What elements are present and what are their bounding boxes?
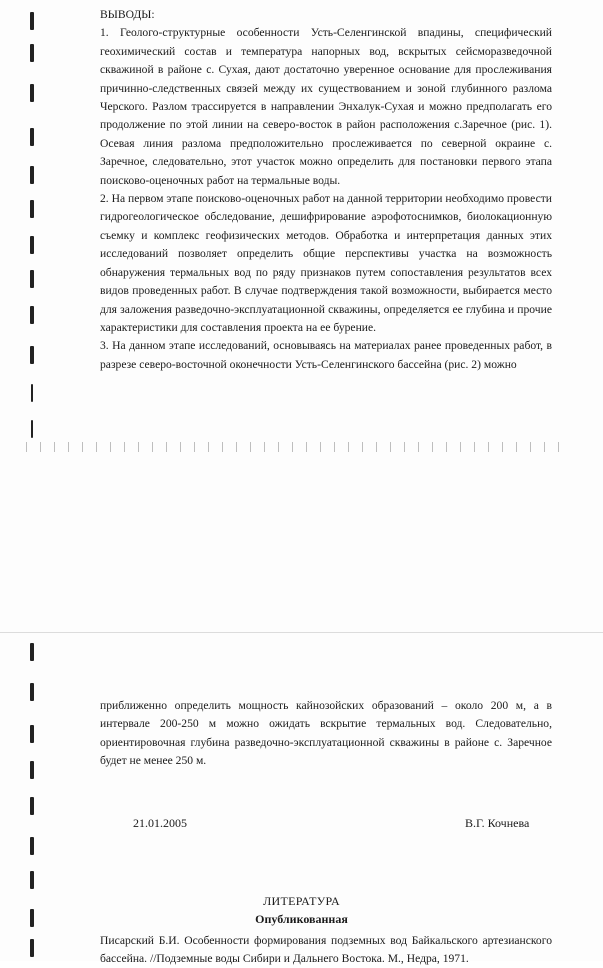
literature-title: ЛИТЕРАТУРА (263, 894, 340, 908)
binding-hole (30, 725, 34, 743)
binding-hole (30, 871, 34, 889)
binding-hole (30, 306, 34, 324)
literature-subtitle: Опубликованная (255, 912, 348, 926)
binding-hole (30, 643, 34, 661)
binding-holes (0, 0, 40, 632)
continuation-paragraph (100, 697, 552, 771)
document-author: В.Г. Кочнева (465, 816, 530, 830)
binding-hole (30, 128, 34, 146)
conclusions-heading: ВЫВОДЫ: (100, 8, 155, 21)
binding-hole (30, 166, 34, 184)
binding-hole (30, 236, 34, 254)
binding-hole (30, 837, 34, 855)
binding-hole (30, 761, 34, 779)
watermark (340, 800, 460, 860)
document-date: 21.01.2005 (133, 816, 187, 830)
binding-hole (30, 84, 34, 102)
binding-hole (30, 44, 34, 62)
binding-hole (30, 346, 34, 364)
binding-hole (30, 12, 34, 30)
binding-hole (31, 420, 33, 438)
scan-artifact (20, 442, 560, 452)
binding-hole (30, 270, 34, 288)
binding-hole (30, 683, 34, 701)
binding-hole (31, 384, 33, 402)
continuation-text: приближенно определить мощность кайнозойских образований – около 200 м, а в интервале 200-250 м можно ожидать вскрытие термальных вод. Следовательно, ориентировочная глубина разведочно-эксплуатационной скважины в районе с. Заречное будет не менее 250 м. (100, 699, 552, 768)
binding-hole (30, 939, 34, 957)
conclusion-paragraph-2: 2. На первом этапе поисково-оценочных работ на данной территории необходимо провести гидрогеологическое обследование, дешифрирование аэрофотоснимков, биолокационную съемку и комплекс геофизических методов. Обработка и интерпретация данных этих исследований позволяет определить общие перспективы участка на возможность обнаружения термальных вод по ряду признаков путем сопоставления результатов всех видов проведенных работ. В случае подтверждения такой возможности, выбирается место для заложения разведочно-эксплуатационной скважины, определяется ее глубина и прочие характеристики для составления проекта на ее бурение. (100, 192, 552, 334)
literature-reference: Писарский Б.И. Особенности формирования подземных вод Байкальского артезианского бассейна. //Подземные воды Сибири и Дальнего Востока. М., Недра, 1971. (100, 934, 552, 965)
conclusion-paragraph-1: 1. Геолого-структурные особенности Усть-Селенгинской впадины, специфический геохимический состав и температура напорных вод, вскрытых сейсморазведочной скважиной в районе с. Сухая, дают достаточно уверенное основание для прослеживания причинно-следственных связей между их существованием и зоной глубинного разлома Черского. Разлом трассируется в направлении Энхалук-Сухая и можно предполагать его продолжение по этой линии на северо-восток в район расположения с.Заречное (рис. 1). Осевая линия разлома предположительно прослеживается по северной окраине с. Заречное, следовательно, этот участок можно определить для постановки первого этапа поисково-оценочных работ на термальные воды. (100, 26, 552, 187)
binding-hole (30, 200, 34, 218)
binding-hole (30, 797, 34, 815)
conclusions-block (100, 6, 552, 374)
conclusion-paragraph-3: 3. На данном этапе исследований, основываясь на материалах ранее проведенных работ, в разрезе северо-восточной оконечности Усть-Селенгинского бассейна (рис. 2) можно (100, 339, 552, 371)
